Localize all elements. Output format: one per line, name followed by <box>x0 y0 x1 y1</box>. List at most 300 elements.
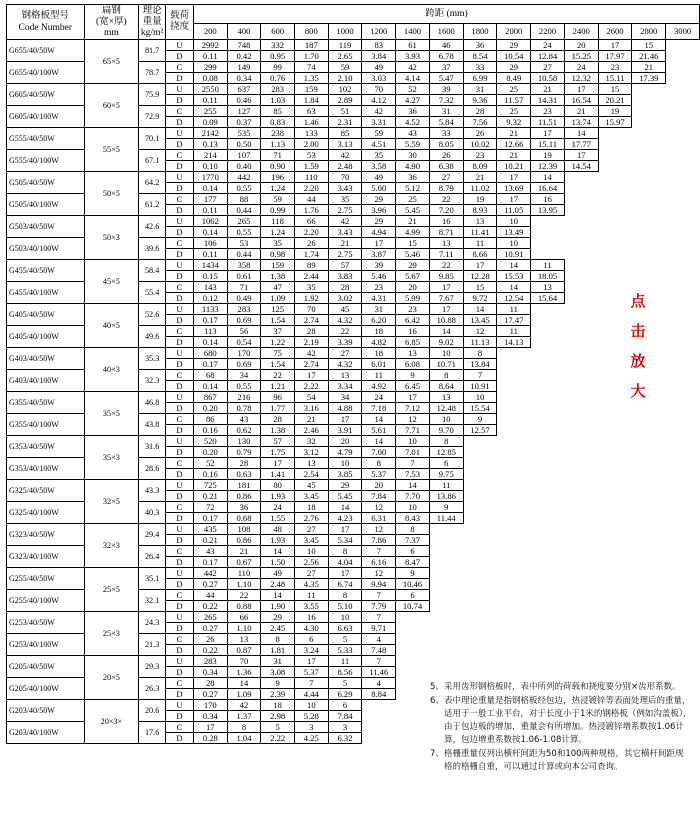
load-type: D <box>166 161 194 172</box>
value-cell: 42 <box>396 62 430 73</box>
empty-cell <box>429 612 463 623</box>
value-cell: 0.27 <box>193 623 227 634</box>
load-type: D <box>166 139 194 150</box>
value-cell: 0.86 <box>227 491 261 502</box>
value-cell: 10.58 <box>531 73 565 84</box>
value-cell: 12.48 <box>429 403 463 414</box>
empty-cell <box>632 238 666 249</box>
value-cell: 0.13 <box>193 139 227 150</box>
value-cell: 31 <box>362 304 396 315</box>
empty-cell <box>564 249 598 260</box>
value-cell: 110 <box>294 172 328 183</box>
value-cell: 61 <box>396 40 430 51</box>
value-cell: 20.21 <box>598 95 632 106</box>
empty-cell <box>666 524 700 535</box>
value-cell: 0.11 <box>193 95 227 106</box>
theoretical-weight: 81.7 <box>139 40 166 62</box>
empty-cell <box>666 414 700 425</box>
load-type: C <box>166 282 194 293</box>
value-cell: 21 <box>227 546 261 557</box>
empty-cell <box>598 601 632 612</box>
value-cell: 0.55 <box>227 227 261 238</box>
span-header-1600: 1600 <box>429 24 463 40</box>
value-cell: 17 <box>362 238 396 249</box>
value-cell: 0.21 <box>193 535 227 546</box>
model-code: G505/40/50W <box>7 172 85 194</box>
model-code: G455/40/50W <box>7 260 85 282</box>
value-cell: 7 <box>362 612 396 623</box>
empty-cell <box>598 238 632 249</box>
value-cell: 535 <box>227 128 261 139</box>
value-cell: 0.11 <box>193 205 227 216</box>
value-cell: 6 <box>328 700 362 711</box>
table-row <box>7 260 700 271</box>
value-cell: 15.25 <box>564 51 598 62</box>
theoretical-weight: 29.4 <box>139 524 166 546</box>
value-cell: 8.56 <box>328 667 362 678</box>
empty-cell <box>463 524 497 535</box>
empty-cell <box>564 271 598 282</box>
value-cell: 10.71 <box>429 359 463 370</box>
value-cell: 14 <box>328 502 362 513</box>
load-type: D <box>166 425 194 436</box>
value-cell: 14 <box>227 678 261 689</box>
value-cell: 6.42 <box>396 315 430 326</box>
value-cell: 0.42 <box>227 51 261 62</box>
empty-cell <box>463 513 497 524</box>
empty-cell <box>564 370 598 381</box>
flat-bar-size: 50×3 <box>84 216 139 260</box>
empty-cell <box>666 392 700 403</box>
empty-cell <box>429 634 463 645</box>
load-type: C <box>166 62 194 73</box>
value-cell: 11 <box>294 590 328 601</box>
value-cell: 7.56 <box>463 117 497 128</box>
load-type: C <box>166 634 194 645</box>
empty-cell <box>666 304 700 315</box>
value-cell: 2.74 <box>294 315 328 326</box>
value-cell: 10 <box>396 502 430 513</box>
empty-cell <box>531 381 565 392</box>
empty-cell <box>666 128 700 139</box>
value-cell: 14.31 <box>531 95 565 106</box>
empty-cell <box>531 216 565 227</box>
empty-cell <box>497 546 531 557</box>
empty-cell <box>497 381 531 392</box>
load-type: U <box>166 612 194 623</box>
value-cell: 59 <box>328 62 362 73</box>
model-code: G323/40/50W <box>7 524 85 546</box>
value-cell: 13.45 <box>463 315 497 326</box>
empty-cell <box>564 491 598 502</box>
empty-cell <box>632 117 666 128</box>
table-row <box>7 656 700 667</box>
value-cell: 10 <box>463 392 497 403</box>
value-cell: 70 <box>294 304 328 315</box>
empty-cell <box>564 326 598 337</box>
empty-cell <box>666 612 700 623</box>
value-cell: 13 <box>429 238 463 249</box>
value-cell: 9 <box>429 502 463 513</box>
value-cell: 15 <box>632 40 666 51</box>
value-cell: 17 <box>564 84 598 95</box>
value-cell: 23 <box>598 62 632 73</box>
empty-cell <box>666 183 700 194</box>
load-type: C <box>166 722 194 733</box>
header-span: 跨距 (mm) <box>193 5 699 24</box>
value-cell: 1.37 <box>227 711 261 722</box>
empty-cell <box>598 656 632 667</box>
value-cell: 74 <box>294 62 328 73</box>
value-cell: 0.15 <box>193 271 227 282</box>
empty-cell <box>564 590 598 601</box>
value-cell: 45 <box>294 480 328 491</box>
value-cell: 8.79 <box>429 183 463 194</box>
flat-bar-size: 20×5 <box>84 656 139 700</box>
value-cell: 70 <box>227 656 261 667</box>
load-type: D <box>166 667 194 678</box>
value-cell: 26 <box>463 128 497 139</box>
empty-cell <box>497 612 531 623</box>
value-cell: 0.16 <box>193 425 227 436</box>
value-cell: 0.11 <box>193 249 227 260</box>
empty-cell <box>632 84 666 95</box>
value-cell: 1.81 <box>261 645 295 656</box>
empty-cell <box>666 95 700 106</box>
empty-cell <box>497 414 531 425</box>
value-cell: 4 <box>362 678 396 689</box>
value-cell: 1.77 <box>261 403 295 414</box>
table-row <box>7 480 700 491</box>
value-cell: 28 <box>193 678 227 689</box>
empty-cell <box>463 480 497 491</box>
empty-cell <box>564 172 598 183</box>
load-type: D <box>166 403 194 414</box>
value-cell: 0.54 <box>227 337 261 348</box>
value-cell: 170 <box>193 700 227 711</box>
empty-cell <box>497 634 531 645</box>
value-cell: 14 <box>497 260 531 271</box>
value-cell: 15.11 <box>531 139 565 150</box>
value-cell: 11.02 <box>463 183 497 194</box>
value-cell: 27 <box>531 62 565 73</box>
value-cell: 0.50 <box>227 139 261 150</box>
value-cell: 18 <box>294 502 328 513</box>
load-type: C <box>166 106 194 117</box>
value-cell: 8 <box>227 722 261 733</box>
model-code: G455/40/100W <box>7 282 85 304</box>
value-cell: 9.32 <box>497 117 531 128</box>
empty-cell <box>564 403 598 414</box>
empty-cell <box>429 524 463 535</box>
empty-cell <box>463 469 497 480</box>
empty-cell <box>531 568 565 579</box>
value-cell: 4.90 <box>396 161 430 172</box>
value-cell: 96 <box>261 392 295 403</box>
value-cell: 0.34 <box>193 667 227 678</box>
value-cell: 1.92 <box>294 293 328 304</box>
value-cell: 15 <box>396 238 430 249</box>
model-code: G253/40/50W <box>7 612 85 634</box>
empty-cell <box>497 557 531 568</box>
value-cell: 3.45 <box>294 491 328 502</box>
value-cell: 17 <box>328 568 362 579</box>
empty-cell <box>632 271 666 282</box>
theoretical-weight: 26.3 <box>139 678 166 700</box>
empty-cell <box>598 183 632 194</box>
value-cell: 6.20 <box>362 315 396 326</box>
empty-cell <box>632 590 666 601</box>
value-cell: 8 <box>261 634 295 645</box>
empty-cell <box>666 436 700 447</box>
value-cell: 19 <box>598 106 632 117</box>
value-cell: 4.82 <box>362 337 396 348</box>
value-cell: 39 <box>362 260 396 271</box>
value-cell: 19 <box>463 194 497 205</box>
empty-cell <box>429 656 463 667</box>
value-cell: 15.11 <box>598 73 632 84</box>
value-cell: 59 <box>362 128 396 139</box>
load-type: D <box>166 623 194 634</box>
load-type: U <box>166 304 194 315</box>
value-cell: 11 <box>531 260 565 271</box>
value-cell: 2.20 <box>294 227 328 238</box>
theoretical-weight: 35.3 <box>139 348 166 370</box>
model-code: G655/40/50W <box>7 40 85 62</box>
empty-cell <box>598 623 632 634</box>
value-cell: 216 <box>227 392 261 403</box>
value-cell: 4.12 <box>362 95 396 106</box>
empty-cell <box>632 139 666 150</box>
value-cell: 25 <box>497 106 531 117</box>
load-type: D <box>166 689 194 700</box>
empty-cell <box>429 546 463 557</box>
value-cell: 89 <box>294 260 328 271</box>
value-cell: 72 <box>193 502 227 513</box>
span-header-400: 400 <box>227 24 261 40</box>
value-cell: 12 <box>362 502 396 513</box>
empty-cell <box>531 337 565 348</box>
value-cell: 75 <box>261 348 295 359</box>
span-header-1800: 1800 <box>463 24 497 40</box>
empty-cell <box>531 436 565 447</box>
empty-cell <box>598 425 632 436</box>
note-6: 6、 表中理论重量是指钢格板经包边，热浸镀锌等表面处理后的重量，适用于一般工业平台，对于长度小于1米的钢格板（例如沟盖板），由于包边板的增加，重量会有所增加。热浸镀锌增系数按1.06计算，包边增重系数按1.06-1.08计算。 <box>430 696 692 745</box>
value-cell: 1.41 <box>261 469 295 480</box>
table-row <box>7 612 700 623</box>
value-cell: 28 <box>261 414 295 425</box>
value-cell: 53 <box>227 238 261 249</box>
value-cell: 3.83 <box>328 271 362 282</box>
load-type: D <box>166 535 194 546</box>
empty-cell <box>429 645 463 656</box>
value-cell: 15.97 <box>598 117 632 128</box>
empty-cell <box>497 524 531 535</box>
value-cell: 0.46 <box>227 95 261 106</box>
load-type: D <box>166 359 194 370</box>
value-cell: 3.85 <box>328 469 362 480</box>
value-cell: 17 <box>261 458 295 469</box>
value-cell: 1.55 <box>261 513 295 524</box>
value-cell: 0.76 <box>261 73 295 84</box>
empty-cell <box>632 128 666 139</box>
value-cell: 7.84 <box>328 711 362 722</box>
value-cell: 5.61 <box>362 425 396 436</box>
value-cell: 0.14 <box>193 337 227 348</box>
empty-cell <box>598 436 632 447</box>
value-cell: 36 <box>227 502 261 513</box>
value-cell: 0.08 <box>193 73 227 84</box>
value-cell: 106 <box>193 238 227 249</box>
value-cell: 9.02 <box>429 337 463 348</box>
value-cell: 3.13 <box>328 139 362 150</box>
empty-cell <box>598 502 632 513</box>
empty-cell <box>632 656 666 667</box>
value-cell: 12 <box>362 568 396 579</box>
value-cell: 47 <box>261 282 295 293</box>
empty-cell <box>396 656 430 667</box>
value-cell: 1.84 <box>294 95 328 106</box>
empty-cell <box>598 491 632 502</box>
load-type: D <box>166 337 194 348</box>
load-type: C <box>166 150 194 161</box>
empty-cell <box>463 557 497 568</box>
zoom-label[interactable]: 点 击 放 大 <box>630 292 646 400</box>
value-cell: 133 <box>294 128 328 139</box>
value-cell: 4.31 <box>362 293 396 304</box>
value-cell: 11 <box>497 304 531 315</box>
table-row <box>7 40 700 51</box>
empty-cell <box>531 403 565 414</box>
table-row <box>7 84 700 95</box>
empty-cell <box>497 601 531 612</box>
value-cell: 21 <box>294 414 328 425</box>
value-cell: 6.85 <box>396 337 430 348</box>
value-cell: 56 <box>227 326 261 337</box>
empty-cell <box>598 205 632 216</box>
empty-cell <box>632 172 666 183</box>
value-cell: 29 <box>362 194 396 205</box>
value-cell: 6 <box>429 458 463 469</box>
value-cell: 170 <box>227 348 261 359</box>
empty-cell <box>598 579 632 590</box>
value-cell: 0.34 <box>193 711 227 722</box>
value-cell: 21 <box>463 172 497 183</box>
value-cell: 0.09 <box>193 117 227 128</box>
value-cell: 42 <box>294 348 328 359</box>
value-cell: 3.39 <box>328 337 362 348</box>
value-cell: 11.41 <box>463 227 497 238</box>
model-code: G403/40/100W <box>7 370 85 392</box>
value-cell: 8 <box>429 436 463 447</box>
value-cell: 0.40 <box>227 161 261 172</box>
value-cell: 10 <box>328 458 362 469</box>
load-type: U <box>166 524 194 535</box>
empty-cell <box>632 623 666 634</box>
value-cell: 14 <box>362 436 396 447</box>
value-cell: 1.54 <box>261 359 295 370</box>
value-cell: 299 <box>193 62 227 73</box>
value-cell: 12 <box>362 524 396 535</box>
value-cell: 0.14 <box>193 183 227 194</box>
model-code: G405/40/50W <box>7 304 85 326</box>
value-cell: 0.27 <box>193 579 227 590</box>
empty-cell <box>564 612 598 623</box>
empty-cell <box>632 667 666 678</box>
empty-cell <box>666 601 700 612</box>
value-cell: 2.46 <box>294 425 328 436</box>
empty-cell <box>564 579 598 590</box>
empty-cell <box>463 447 497 458</box>
value-cell: 3.16 <box>294 403 328 414</box>
load-type: U <box>166 700 194 711</box>
value-cell: 26 <box>193 634 227 645</box>
empty-cell <box>497 458 531 469</box>
flat-bar-size: 32×5 <box>84 480 139 524</box>
empty-cell <box>598 227 632 238</box>
empty-cell <box>666 645 700 656</box>
value-cell: 5.47 <box>429 73 463 84</box>
load-type: D <box>166 579 194 590</box>
value-cell: 21 <box>396 216 430 227</box>
theoretical-weight: 64.2 <box>139 172 166 194</box>
empty-cell <box>429 601 463 612</box>
value-cell: 214 <box>193 150 227 161</box>
flat-bar-size: 40×5 <box>84 304 139 348</box>
value-cell: 29 <box>497 40 531 51</box>
empty-cell <box>598 216 632 227</box>
empty-cell <box>564 227 598 238</box>
value-cell: 1.46 <box>294 117 328 128</box>
empty-cell <box>666 502 700 513</box>
empty-cell <box>666 546 700 557</box>
empty-cell <box>666 62 700 73</box>
value-cell: 125 <box>261 304 295 315</box>
load-type: U <box>166 480 194 491</box>
value-cell: 21 <box>328 238 362 249</box>
empty-cell <box>531 535 565 546</box>
value-cell: 49 <box>261 568 295 579</box>
value-cell: 1.09 <box>227 689 261 700</box>
value-cell: 1.35 <box>294 73 328 84</box>
value-cell: 442 <box>227 172 261 183</box>
value-cell: 113 <box>193 326 227 337</box>
value-cell: 7.01 <box>396 447 430 458</box>
empty-cell <box>564 656 598 667</box>
load-type: D <box>166 117 194 128</box>
value-cell: 21 <box>564 106 598 117</box>
value-cell: 52 <box>396 84 430 95</box>
empty-cell <box>632 425 666 436</box>
load-type: U <box>166 216 194 227</box>
value-cell: 7 <box>396 458 430 469</box>
value-cell: 63 <box>294 106 328 117</box>
load-type: C <box>166 678 194 689</box>
value-cell: 0.62 <box>227 425 261 436</box>
value-cell: 44 <box>294 194 328 205</box>
empty-cell <box>531 557 565 568</box>
table-row <box>7 436 700 447</box>
empty-cell <box>564 348 598 359</box>
value-cell: 3.87 <box>362 249 396 260</box>
value-cell: 3 <box>294 722 328 733</box>
theoretical-weight: 49.6 <box>139 326 166 348</box>
value-cell: 17 <box>429 304 463 315</box>
empty-cell <box>666 117 700 128</box>
empty-cell <box>666 40 700 51</box>
empty-cell <box>666 73 700 84</box>
value-cell: 2142 <box>193 128 227 139</box>
